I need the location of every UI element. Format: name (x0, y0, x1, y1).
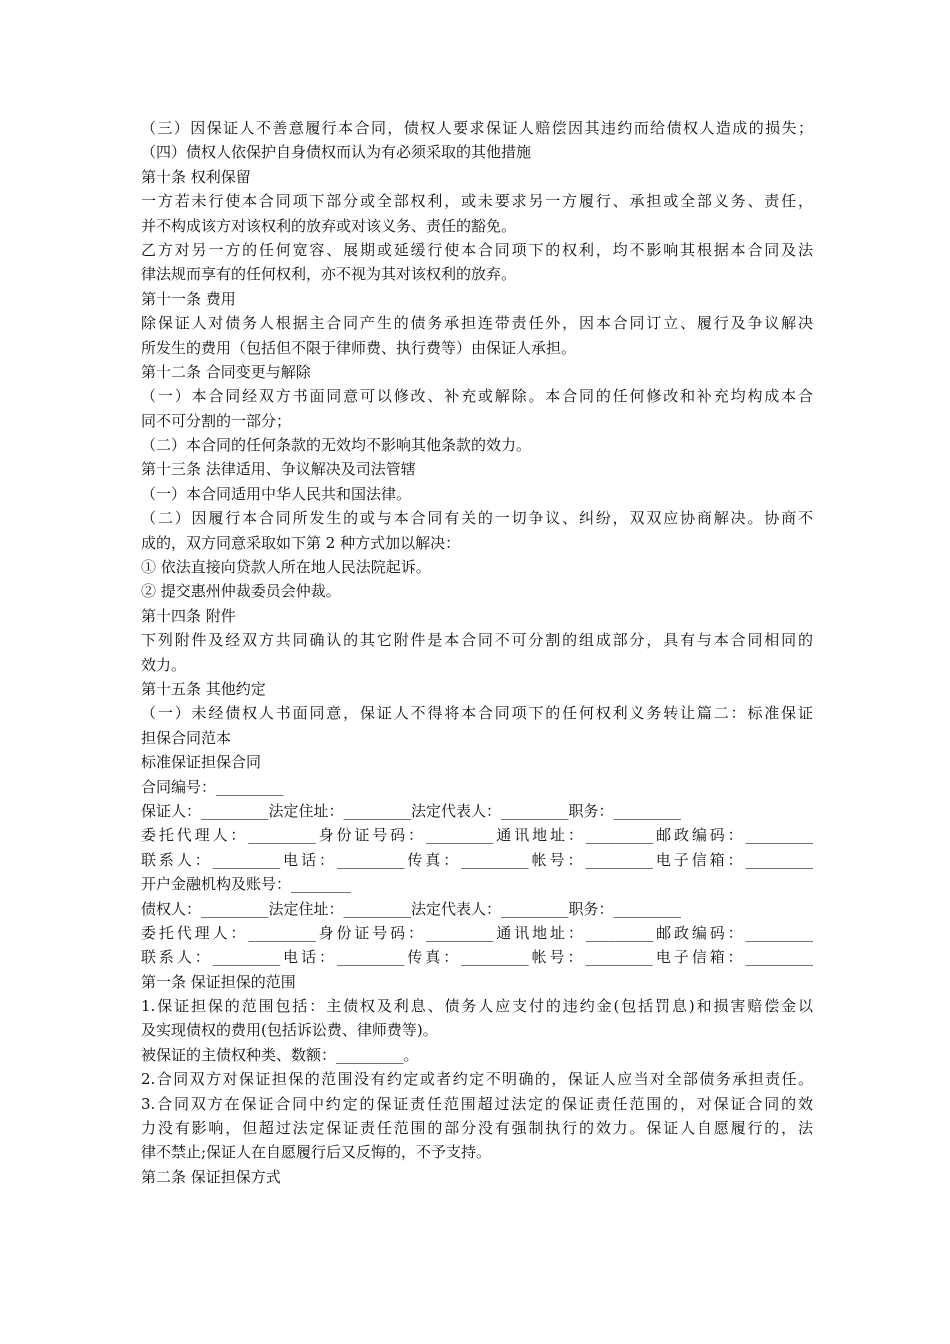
text-line: （三）因保证人不善意履行本合同，债权人要求保证人赔偿因其违约而给债权人造成的损失； (141, 119, 813, 137)
text-line: 下列附件及经双方共同确认的其它附件是本合同不可分割的组成部分，具有与本合同相同的 (141, 631, 813, 650)
text-line: 联系人：_________电话：_________传真：_________帐号：_________电子信箱：_________ (141, 948, 813, 967)
text-line: 联系人：_________电话：_________传真：_________帐号：_________电子信箱：_________ (141, 850, 813, 869)
text-line: 律不禁止;保证人在自愿履行后又反悔的，不予支持。 (141, 1143, 492, 1162)
text-line: 一方若未行使本合同项下部分或全部权利，或未要求另一方履行、承担或全部义务、责任， (141, 192, 813, 211)
text-line: 第十三条 法律适用、争议解决及司法管辖 (141, 460, 416, 479)
text-line: 委托代理人：_________身份证号码：_________通讯地址：_________邮政编码：_________ (141, 923, 813, 942)
text-line: 并不构成该方对该权利的放弃或对该义务、责任的豁免。 (141, 216, 517, 235)
text-line: 1.保证担保的范围包括：主债权及利息、债务人应支付的违约金(包括罚息)和损害赔偿金以 (141, 997, 813, 1016)
text-line: 乙方对另一方的任何宽容、展期或延缓行使本合同项下的权利，均不影响其根据本合同及法 (141, 240, 813, 259)
text-line: 第十四条 附件 (141, 606, 236, 625)
text-line: 第十一条 费用 (141, 289, 236, 308)
text-line: （一）本合同适用中华人民共和国法律。 (141, 484, 412, 503)
text-line: 委托代理人：_________身份证号码：_________通讯地址：_________邮政编码：_________ (141, 826, 813, 845)
text-line: （二）因履行本合同所发生的或与本合同有关的一切争议、纠纷，双双应协商解决。协商不 (141, 509, 813, 528)
text-line: ① 依法直接向贷款人所在地人民法院起诉。 (141, 558, 431, 577)
text-line: 第一条 保证担保的范围 (141, 972, 296, 991)
text-line: （一）本合同经双方书面同意可以修改、补充或解除。本合同的任何修改和补充均构成本合 (141, 387, 813, 406)
text-line: 所发生的费用（包括但不限于律师费、执行费等）由保证人承担。 (141, 338, 577, 357)
text-line: 保证人：_________法定住址：_________法定代表人：_________职务：_________ (141, 801, 682, 820)
text-line: 成的，双方同意采取如下第 2 种方式加以解决： (141, 533, 461, 552)
document-body (141, 116, 813, 1189)
text-line: 被保证的主债权种类、数额：_________。 (141, 1045, 419, 1064)
text-line: 合同编号：_________ (141, 777, 284, 796)
text-line: 标准保证担保合同 (141, 753, 262, 772)
text-line: （二）本合同的任何条款的无效均不影响其他条款的效力。 (141, 436, 532, 455)
text-line: （四）债权人依保护自身债权而认为有必须采取的其他措施 (141, 143, 532, 162)
text-line: 同不可分割的一部分； (141, 411, 292, 430)
text-line: 除保证人对债务人根据主合同产生的债务承担连带责任外，因本合同订立、履行及争议解决 (141, 314, 813, 333)
text-line: 律法规而享有的任何权利，亦不视为其对该权利的放弃。 (141, 265, 517, 284)
text-line: （一）未经债权人书面同意，保证人不得将本合同项下的任何权利义务转让篇二：标准保证 (141, 704, 813, 723)
text-line: 2.合同双方对保证担保的范围没有约定或者约定不明确的，保证人应当对全部债务承担责任。 (141, 1070, 813, 1089)
text-line: 第十五条 其他约定 (141, 679, 266, 698)
text-line: 开户金融机构及账号：________ (141, 875, 352, 894)
text-line: 担保合同范本 (141, 728, 232, 747)
text-line: 效力。 (141, 655, 187, 674)
text-line: 第十条 权利保留 (141, 167, 251, 186)
text-line: 及实现债权的费用(包括诉讼费、律师费等)。 (141, 1021, 438, 1040)
text-line: 第二条 保证担保方式 (141, 1167, 281, 1186)
text-line: 3.合同双方在保证合同中约定的保证责任范围超过法定的保证责任范围的，对保证合同的效 (141, 1094, 813, 1113)
text-line: ② 提交惠州仲裁委员会仲裁。 (141, 582, 341, 601)
text-line: 债权人：_________法定住址：_________法定代表人：_________职务：_________ (141, 899, 682, 918)
text-line: 第十二条 合同变更与解除 (141, 362, 311, 381)
text-line: 力没有影响，但超过法定保证责任范围的部分没有强制执行的效力。保证人自愿履行的，法 (141, 1119, 813, 1138)
